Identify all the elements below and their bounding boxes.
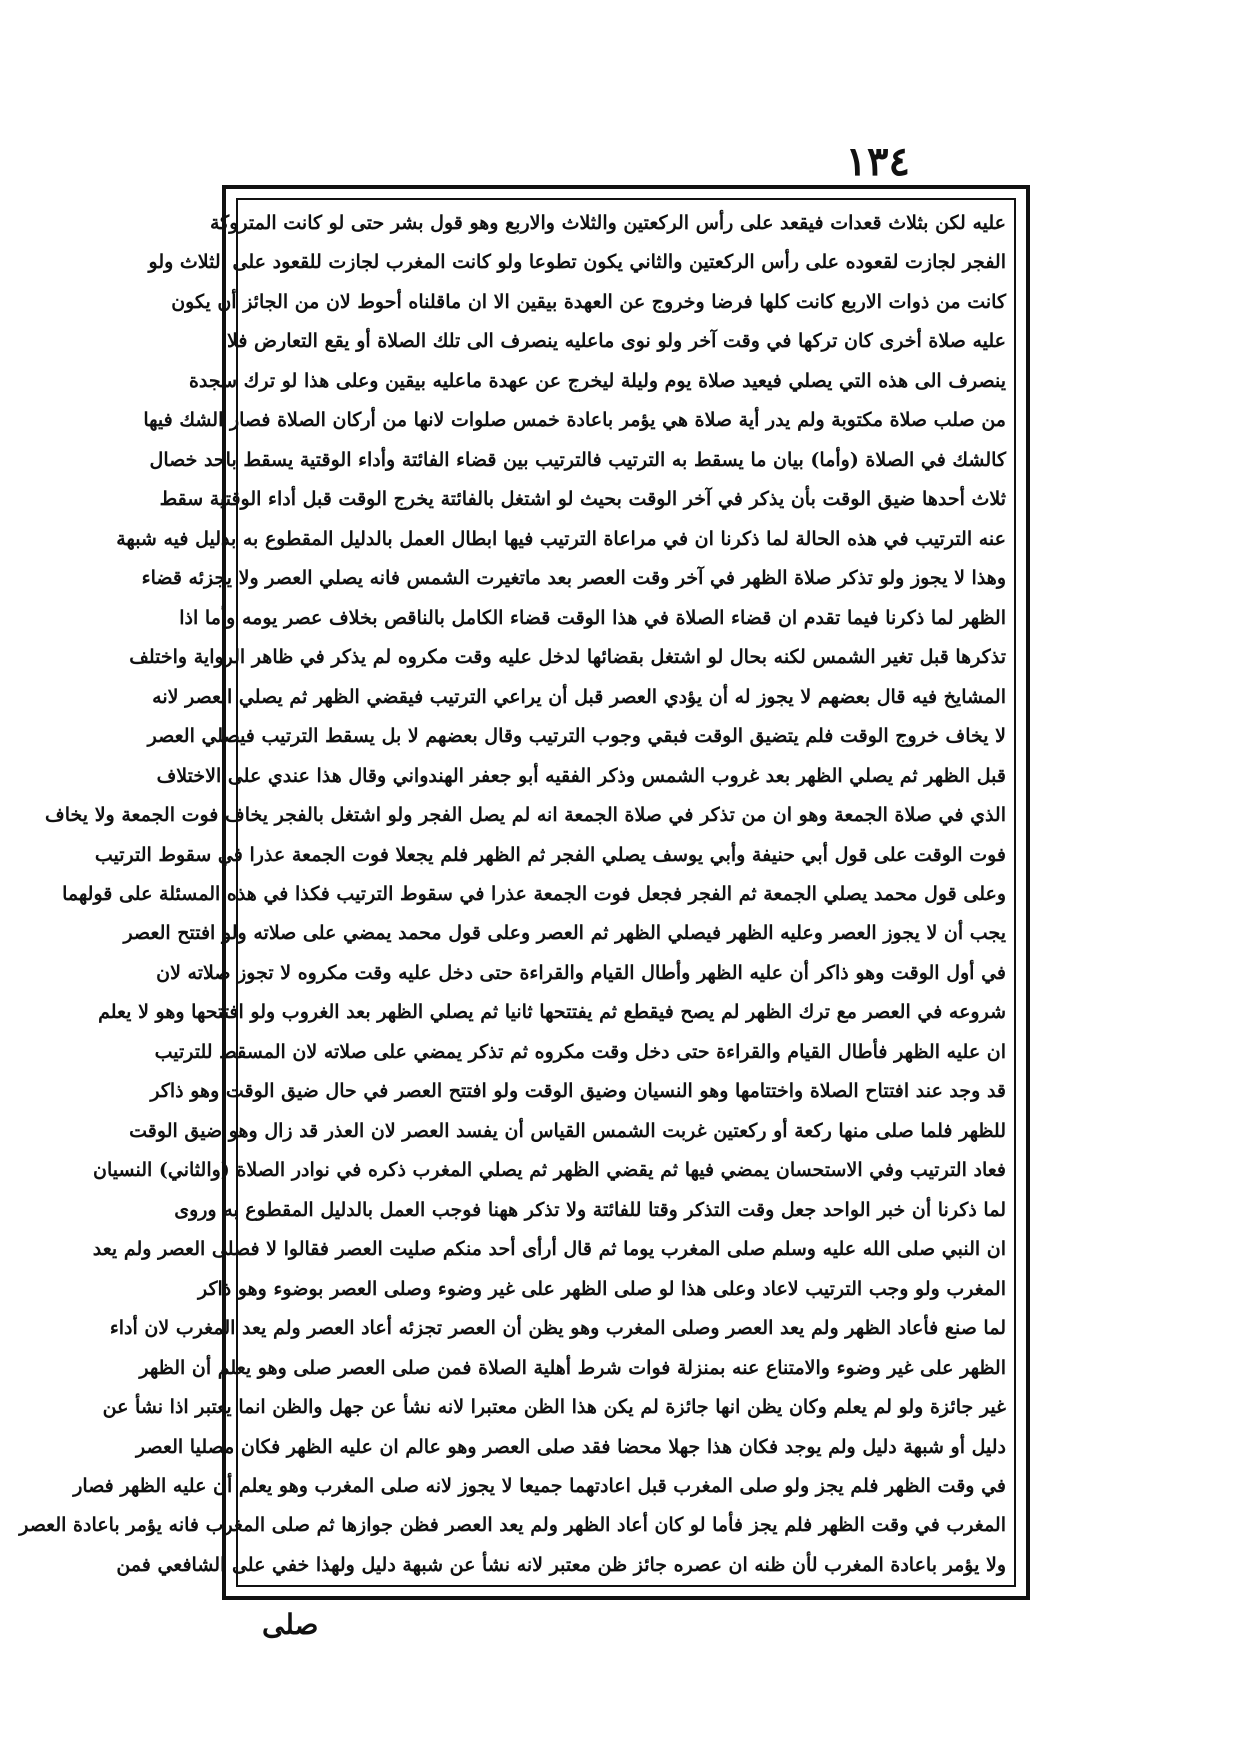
text-line: قد وجد عند افتتاح الصلاة واختتامها وهو النسيان وضيق الوقت ولو افتتح العصر في حال ضيق الوقت وهو ذاكر	[150, 1080, 1006, 1103]
text-line: المشايخ فيه قال بعضهم لا يجوز له أن يؤدي العصر قبل أن يراعي الترتيب فيقضي الظهر ثم يصلي العصر لانه	[152, 685, 1006, 708]
text-line: شروعه في العصر مع ترك الظهر لم يصح فيقطع ثم يفتتحها ثانيا ثم يصلي الظهر بعد الغروب ولو افتتحها وهو لا يعلم	[98, 1001, 1006, 1024]
text-line: للظهر فلما صلى منها ركعة أو ركعتين غربت الشمس القياس أن يفسد العصر لان العذر قد زال وهو ضيق الوقت	[129, 1119, 1006, 1142]
text-line: ينصرف الى هذه التي يصلي فيعيد صلاة يوم وليلة ليخرج عن عهدة ماعليه بيقين وعلى هذا لو ترك سجدة	[188, 369, 1006, 392]
text-line: في وقت الظهر فلم يجز ولو صلى المغرب قبل اعادتهما جميعا لا يجوز لانه صلى المغرب وهو يعلم أن عليه الظهر فصار	[73, 1475, 1006, 1497]
text-line: وعلى قول محمد يصلي الجمعة ثم الفجر فجعل فوت الجمعة عذرا في سقوط الترتيب فكذا في هذه المسئلة على قولهما	[62, 882, 1006, 905]
text-line: فعاد الترتيب وفي الاستحسان يمضي فيها ثم يقضي الظهر ثم يصلي المغرب ذكره في نوادر الصلاة (والثاني) النسيان	[93, 1159, 1006, 1182]
text-line: كالشك في الصلاة (وأما) بيان ما يسقط به الترتيب فالترتيب بين قضاء الفائتة وأداء الوقتية يسقط باحد خصال	[149, 448, 1006, 471]
text-line: لما ذكرنا أن خبر الواحد جعل وقت التذكر وقتا للفائتة ولا تذكر ههنا فوجب العمل بالدليل المقطوع به وروى	[174, 1198, 1006, 1221]
text-line: غير جائزة ولو لم يعلم وكان يظن انها جائزة لم يكن هذا الظن معتبرا لانه نشأ عن جهل والظن انما يعتبر اذا نشأ عن	[102, 1396, 1006, 1419]
text-line: الفجر لجازت لقعوده على رأس الركعتين والثاني يكون تطوعا ولو كانت المغرب لجازت للقعود على الثلاث ولو	[148, 251, 1006, 274]
text-line: ولا يؤمر باعادة المغرب لأن ظنه ان عصره جائز ظن معتبر لانه نشأ عن شبهة دليل ولهذا خفي على الشافعي فمن	[116, 1553, 1006, 1576]
page-number: ١٣٤	[845, 138, 910, 185]
text-line: المغرب ولو وجب الترتيب لاعاد وعلى هذا لو صلى الظهر على غير وضوء وصلى العصر بوضوء وهو ذاكر	[197, 1277, 1006, 1300]
text-line: لا يخاف خروج الوقت فلم يتضيق الوقت فبقي وجوب الترتيب وقال بعضهم لا بل يسقط الترتيب فيصلي العصر	[147, 725, 1006, 748]
text-line: عليه صلاة أخرى كان تركها في وقت آخر ولو نوى ماعليه ينصرف الى تلك الصلاة أو يقع التعارض فلا	[227, 330, 1006, 353]
text-line: قبل الظهر ثم يصلي الظهر بعد غروب الشمس وذكر الفقيه أبو جعفر الهندواني وقال هذا عندي على الاختلاف	[156, 764, 1006, 787]
text-line: الذي في صلاة الجمعة وهو ان من تذكر في صلاة الجمعة انه لم يصل الفجر ولو اشتغل بالفجر يخاف فوت الجمعة ولا يخاف	[45, 804, 1006, 827]
text-line: عنه الترتيب في هذه الحالة لما ذكرنا ان في مراعاة الترتيب فيها ابطال العمل بالدليل المقطوع به بدليل فيه شبهة	[116, 527, 1006, 550]
catchword: صلى	[262, 1608, 319, 1641]
text-line: دليل أو شبهة دليل ولم يوجد فكان هذا جهلا محضا فقد صلى العصر وهو عالم ان عليه الظهر فكان مصليا العصر	[135, 1435, 1006, 1458]
text-line: وهذا لا يجوز ولو تذكر صلاة الظهر في آخر وقت العصر بعد ماتغيرت الشمس فانه يصلي العصر ولا يجزئه قضاء	[141, 567, 1006, 590]
text-line: ان النبي صلى الله عليه وسلم صلى المغرب يوما ثم قال أرأى أحد منكم صليت العصر فقالوا لا فصلى العصر ولم يعد	[92, 1238, 1006, 1261]
text-line: الظهر لما ذكرنا فيما تقدم ان قضاء الصلاة في هذا الوقت قضاء الكامل بالناقص بخلاف عصر يومه وأما اذا	[179, 606, 1006, 629]
text-line: في أول الوقت وهو ذاكر أن عليه الظهر وأطال القيام والقراءة حتى دخل عليه وقت مكروه لا تجوز صلاته لان	[156, 961, 1006, 984]
text-line: تذكرها قبل تغير الشمس لكنه بحال لو اشتغل بقضائها لدخل عليه وقت مكروه لم يذكر في ظاهر الرواية واختلف	[129, 646, 1006, 669]
text-line: عليه لكن بثلاث قعدات فيقعد على رأس الركعتين والثلاث والاربع وهو قول بشر حتى لو كانت المتروكة	[209, 212, 1006, 234]
text-line: من صلب صلاة مكتوبة ولم يدر أية صلاة هي يؤمر باعادة خمس صلوات لانها من أركان الصلاة فصار الشك فيها	[143, 409, 1006, 432]
text-line: لما صنع فأعاد الظهر ولم يعد العصر وصلى المغرب وهو يظن أن العصر تجزئه أعاد العصر ولم يعد المغرب لان أداء	[109, 1317, 1006, 1340]
text-line: ثلاث أحدها ضيق الوقت بأن يذكر في آخر الوقت بحيث لو اشتغل بالفائتة يخرج الوقت قبل أداء الوقتية سقط	[159, 488, 1006, 511]
text-line: الظهر على غير وضوء والامتناع عنه بمنزلة فوات شرط أهلية الصلاة فمن صلى العصر صلى وهو يعلم أن الظهر	[139, 1356, 1006, 1379]
text-line: المغرب في وقت الظهر فلم يجز فأما لو كان أعاد الظهر ولم يعد العصر فظن جوازها ثم صلى المغرب فانه يؤمر باعادة العصر	[19, 1514, 1006, 1537]
text-line: فوت الوقت على قول أبي حنيفة وأبي يوسف يصلي الفجر ثم الظهر فلم يجعلا فوت الجمعة عذرا في سقوط الترتيب	[94, 843, 1006, 866]
text-line: يجب أن لا يجوز العصر وعليه الظهر فيصلي الظهر ثم العصر وعلى قول محمد يمضي على صلاته ولو افتتح العصر	[123, 922, 1006, 945]
text-body	[19, 206, 1006, 1582]
text-line: كانت من ذوات الاربع كانت كلها فرضا وخروج عن العهدة بيقين الا ان ماقلناه أحوط لان من الجائز أن يكون	[171, 290, 1006, 313]
text-line: ان عليه الظهر فأطال القيام والقراءة حتى دخل وقت مكروه ثم تذكر يمضي على صلاته لان المسقط للترتيب	[154, 1040, 1006, 1063]
